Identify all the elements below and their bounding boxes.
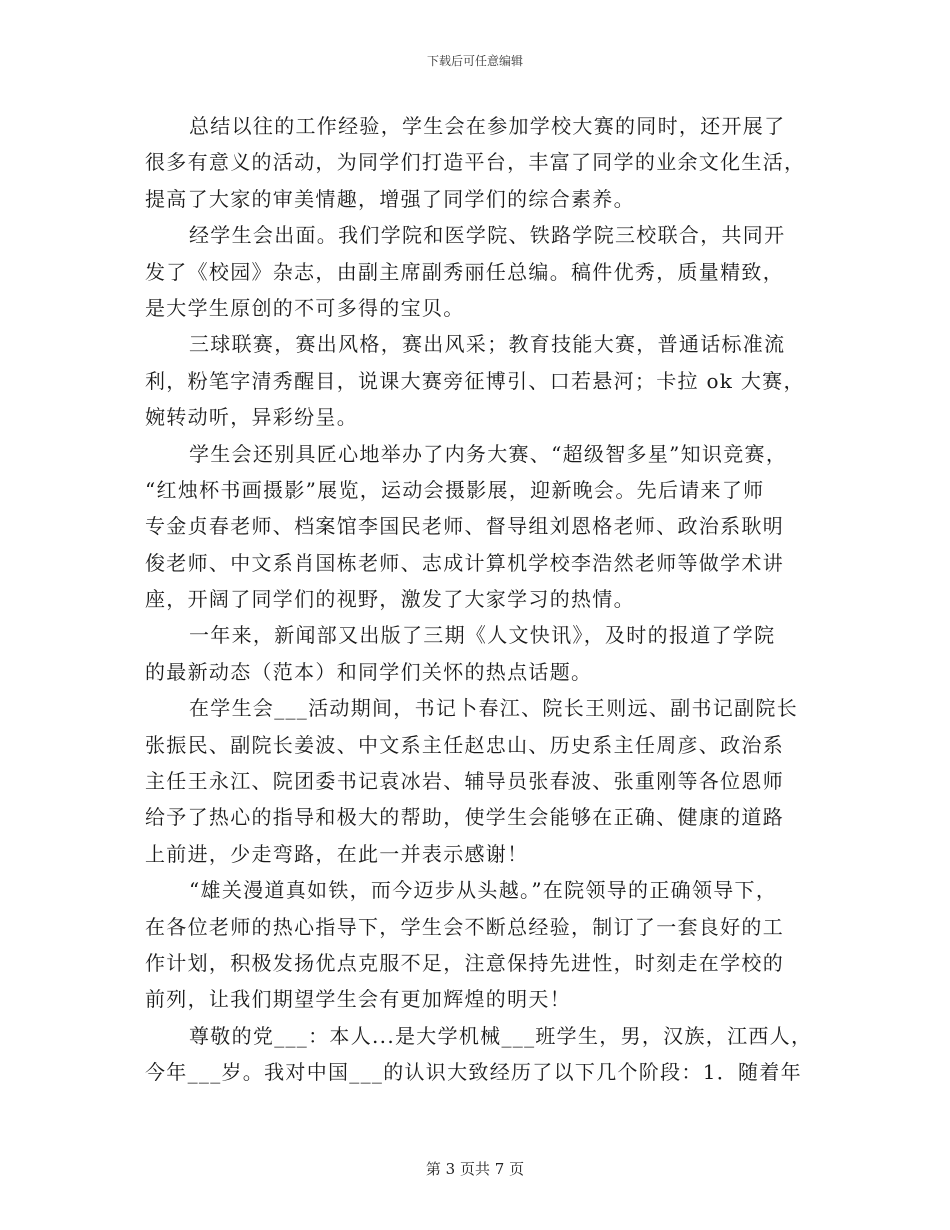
text-line: 利，粉笔字清秀醒目，说课大赛旁征博引、口若悬河；卡拉 ok 大赛， xyxy=(145,368,805,393)
text-line: 提高了大家的审美情趣，增强了同学们的综合素养。 xyxy=(145,186,635,211)
text-line: 学生会还别具匠心地举办了内务大赛、“超级智多星”知识竞赛， xyxy=(189,441,788,466)
text-line: 发了《校园》杂志，由副主席副秀丽任总编。稿件优秀，质量精致， xyxy=(145,259,784,284)
paragraph xyxy=(145,436,815,618)
text-line: 俊老师、中文系肖国栋老师、志成计算机学校李浩然老师等做学术讲 xyxy=(145,550,784,575)
text-line: 很多有意义的活动，为同学们打造平台，丰富了同学的业余文化生活， xyxy=(145,150,806,175)
text-line: 张振民、副院长姜波、中文系主任赵忠山、历史系主任周彦、政治系 xyxy=(145,732,784,757)
text-line: 主任王永江、院团委书记袁冰岩、辅导员张春波、张重刚等各位恩师 xyxy=(145,769,784,794)
paragraph xyxy=(145,617,815,690)
text-line: 的最新动态（范本）和同学们关怀的热点话题。 xyxy=(145,659,593,684)
paragraph xyxy=(145,217,815,326)
text-line: 一年来，新闻部又出版了三期《人文快讯》，及时的报道了学院 xyxy=(189,623,776,648)
paragraph xyxy=(145,690,815,872)
text-line: 婉转动听，异彩纷呈。 xyxy=(145,405,358,430)
text-line: 尊敬的党___：本人...是大学机械___班学生，男，汉族，江西人， xyxy=(189,1023,813,1048)
document-body xyxy=(145,108,815,1091)
paragraph xyxy=(145,326,815,435)
text-line: “红烛杯书画摄影”展览，运动会摄影展，迎新晚会。先后请来了师 xyxy=(145,477,765,502)
text-line: 座，开阔了同学们的视野，激发了大家学习的热情。 xyxy=(145,587,635,612)
text-line: “雄关漫道真如铁，而今迈步从头越。”在院领导的正确领导下， xyxy=(189,878,778,903)
text-line: 经学生会出面。我们学院和医学院、铁路学院三校联合，共同开 xyxy=(189,223,786,248)
text-line: 三球联赛，赛出风格，赛出风采；教育技能大赛，普通话标准流 xyxy=(189,332,786,357)
page-header: 下载后可任意编辑 xyxy=(426,54,523,68)
text-line: 在各位老师的热心指导下，学生会不断总经验，制订了一套良好的工 xyxy=(145,914,784,939)
text-line: 上前进，少走弯路，在此一并表示感谢！ xyxy=(145,841,529,866)
text-line: 今年___岁。我对中国___的认识大致经历了以下几个阶段：1．随着年 xyxy=(145,1060,802,1085)
text-line: 作计划，积极发扬优点克服不足，注意保持先进性，时刻走在学校的 xyxy=(145,950,784,975)
text-line: 给予了热心的指导和极大的帮助，使学生会能够在正确、健康的道路 xyxy=(145,805,784,830)
text-line: 专金贞春老师、档案馆李国民老师、督导组刘恩格老师、政治系耿明 xyxy=(145,514,784,539)
text-line: 总结以往的工作经验，学生会在参加学校大赛的同时，还开展了 xyxy=(189,114,786,138)
text-line: 在学生会___活动期间，书记卜春江、院长王则远、副书记副院长 xyxy=(189,696,798,721)
paragraph xyxy=(145,872,815,1018)
paragraph xyxy=(145,1018,815,1091)
text-line: 是大学生原创的不可多得的宝贝。 xyxy=(145,295,465,320)
paragraph xyxy=(145,108,815,217)
text-line: 前列，让我们期望学生会有更加辉煌的明天！ xyxy=(145,987,571,1012)
page-footer: 第 3 页共 7 页 xyxy=(425,1160,525,1178)
